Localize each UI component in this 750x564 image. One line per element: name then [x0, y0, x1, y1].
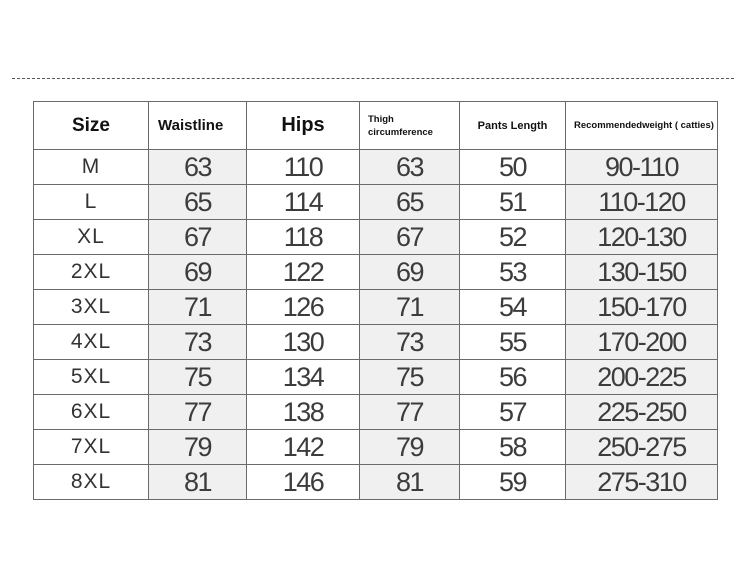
table-row	[34, 150, 718, 185]
table-body	[34, 150, 718, 500]
pants-length-cell: 51	[460, 185, 566, 220]
table-row	[34, 325, 718, 360]
thigh-cell: 67	[360, 220, 460, 255]
pants-length-cell: 57	[460, 395, 566, 430]
size-cell: 8XL	[34, 465, 149, 500]
pants-length-cell: 54	[460, 290, 566, 325]
size-cell: 6XL	[34, 395, 149, 430]
hips-cell: 114	[247, 185, 360, 220]
waistline-cell: 79	[149, 430, 247, 465]
header-size: Size	[34, 102, 149, 150]
size-cell: 3XL	[34, 290, 149, 325]
size-cell: 2XL	[34, 255, 149, 290]
pants-length-cell: 56	[460, 360, 566, 395]
pants-length-cell: 50	[460, 150, 566, 185]
pants-length-cell: 55	[460, 325, 566, 360]
weight-cell: 200-225	[566, 360, 718, 395]
dotted-divider	[12, 78, 734, 79]
table-header	[34, 102, 718, 150]
table-row	[34, 430, 718, 465]
pants-length-cell: 58	[460, 430, 566, 465]
waistline-cell: 65	[149, 185, 247, 220]
weight-cell: 275-310	[566, 465, 718, 500]
weight-cell: 150-170	[566, 290, 718, 325]
size-cell: 7XL	[34, 430, 149, 465]
header-hips: Hips	[247, 102, 360, 150]
table-row	[34, 255, 718, 290]
thigh-cell: 65	[360, 185, 460, 220]
table-row	[34, 395, 718, 430]
hips-cell: 126	[247, 290, 360, 325]
weight-cell: 130-150	[566, 255, 718, 290]
hips-cell: 122	[247, 255, 360, 290]
thigh-cell: 69	[360, 255, 460, 290]
pants-length-cell: 52	[460, 220, 566, 255]
header-waistline: Waistline	[149, 102, 247, 150]
waistline-cell: 75	[149, 360, 247, 395]
weight-cell: 170-200	[566, 325, 718, 360]
header-pants-length: Pants Length	[460, 102, 566, 150]
hips-cell: 142	[247, 430, 360, 465]
table-row	[34, 360, 718, 395]
header-thigh-circumference: Thigh circumference	[360, 102, 460, 150]
thigh-cell: 81	[360, 465, 460, 500]
size-chart-table	[33, 101, 718, 500]
hips-cell: 134	[247, 360, 360, 395]
pants-length-cell: 59	[460, 465, 566, 500]
size-cell: 5XL	[34, 360, 149, 395]
weight-cell: 90-110	[566, 150, 718, 185]
thigh-cell: 75	[360, 360, 460, 395]
table-row	[34, 465, 718, 500]
waistline-cell: 77	[149, 395, 247, 430]
size-cell: L	[34, 185, 149, 220]
thigh-cell: 63	[360, 150, 460, 185]
hips-cell: 130	[247, 325, 360, 360]
waistline-cell: 67	[149, 220, 247, 255]
weight-cell: 110-120	[566, 185, 718, 220]
size-cell: 4XL	[34, 325, 149, 360]
waistline-cell: 69	[149, 255, 247, 290]
pants-length-cell: 53	[460, 255, 566, 290]
waistline-cell: 71	[149, 290, 247, 325]
weight-cell: 250-275	[566, 430, 718, 465]
waistline-cell: 81	[149, 465, 247, 500]
table-row	[34, 185, 718, 220]
table-row	[34, 220, 718, 255]
thigh-cell: 79	[360, 430, 460, 465]
weight-cell: 225-250	[566, 395, 718, 430]
waistline-cell: 73	[149, 325, 247, 360]
hips-cell: 138	[247, 395, 360, 430]
hips-cell: 110	[247, 150, 360, 185]
hips-cell: 146	[247, 465, 360, 500]
hips-cell: 118	[247, 220, 360, 255]
header-row	[34, 102, 718, 150]
waistline-cell: 63	[149, 150, 247, 185]
thigh-cell: 73	[360, 325, 460, 360]
size-cell: M	[34, 150, 149, 185]
table-row	[34, 290, 718, 325]
thigh-cell: 71	[360, 290, 460, 325]
size-cell: XL	[34, 220, 149, 255]
weight-cell: 120-130	[566, 220, 718, 255]
header-recommended-weight: Recommendedweight ( catties)	[566, 102, 718, 150]
thigh-cell: 77	[360, 395, 460, 430]
